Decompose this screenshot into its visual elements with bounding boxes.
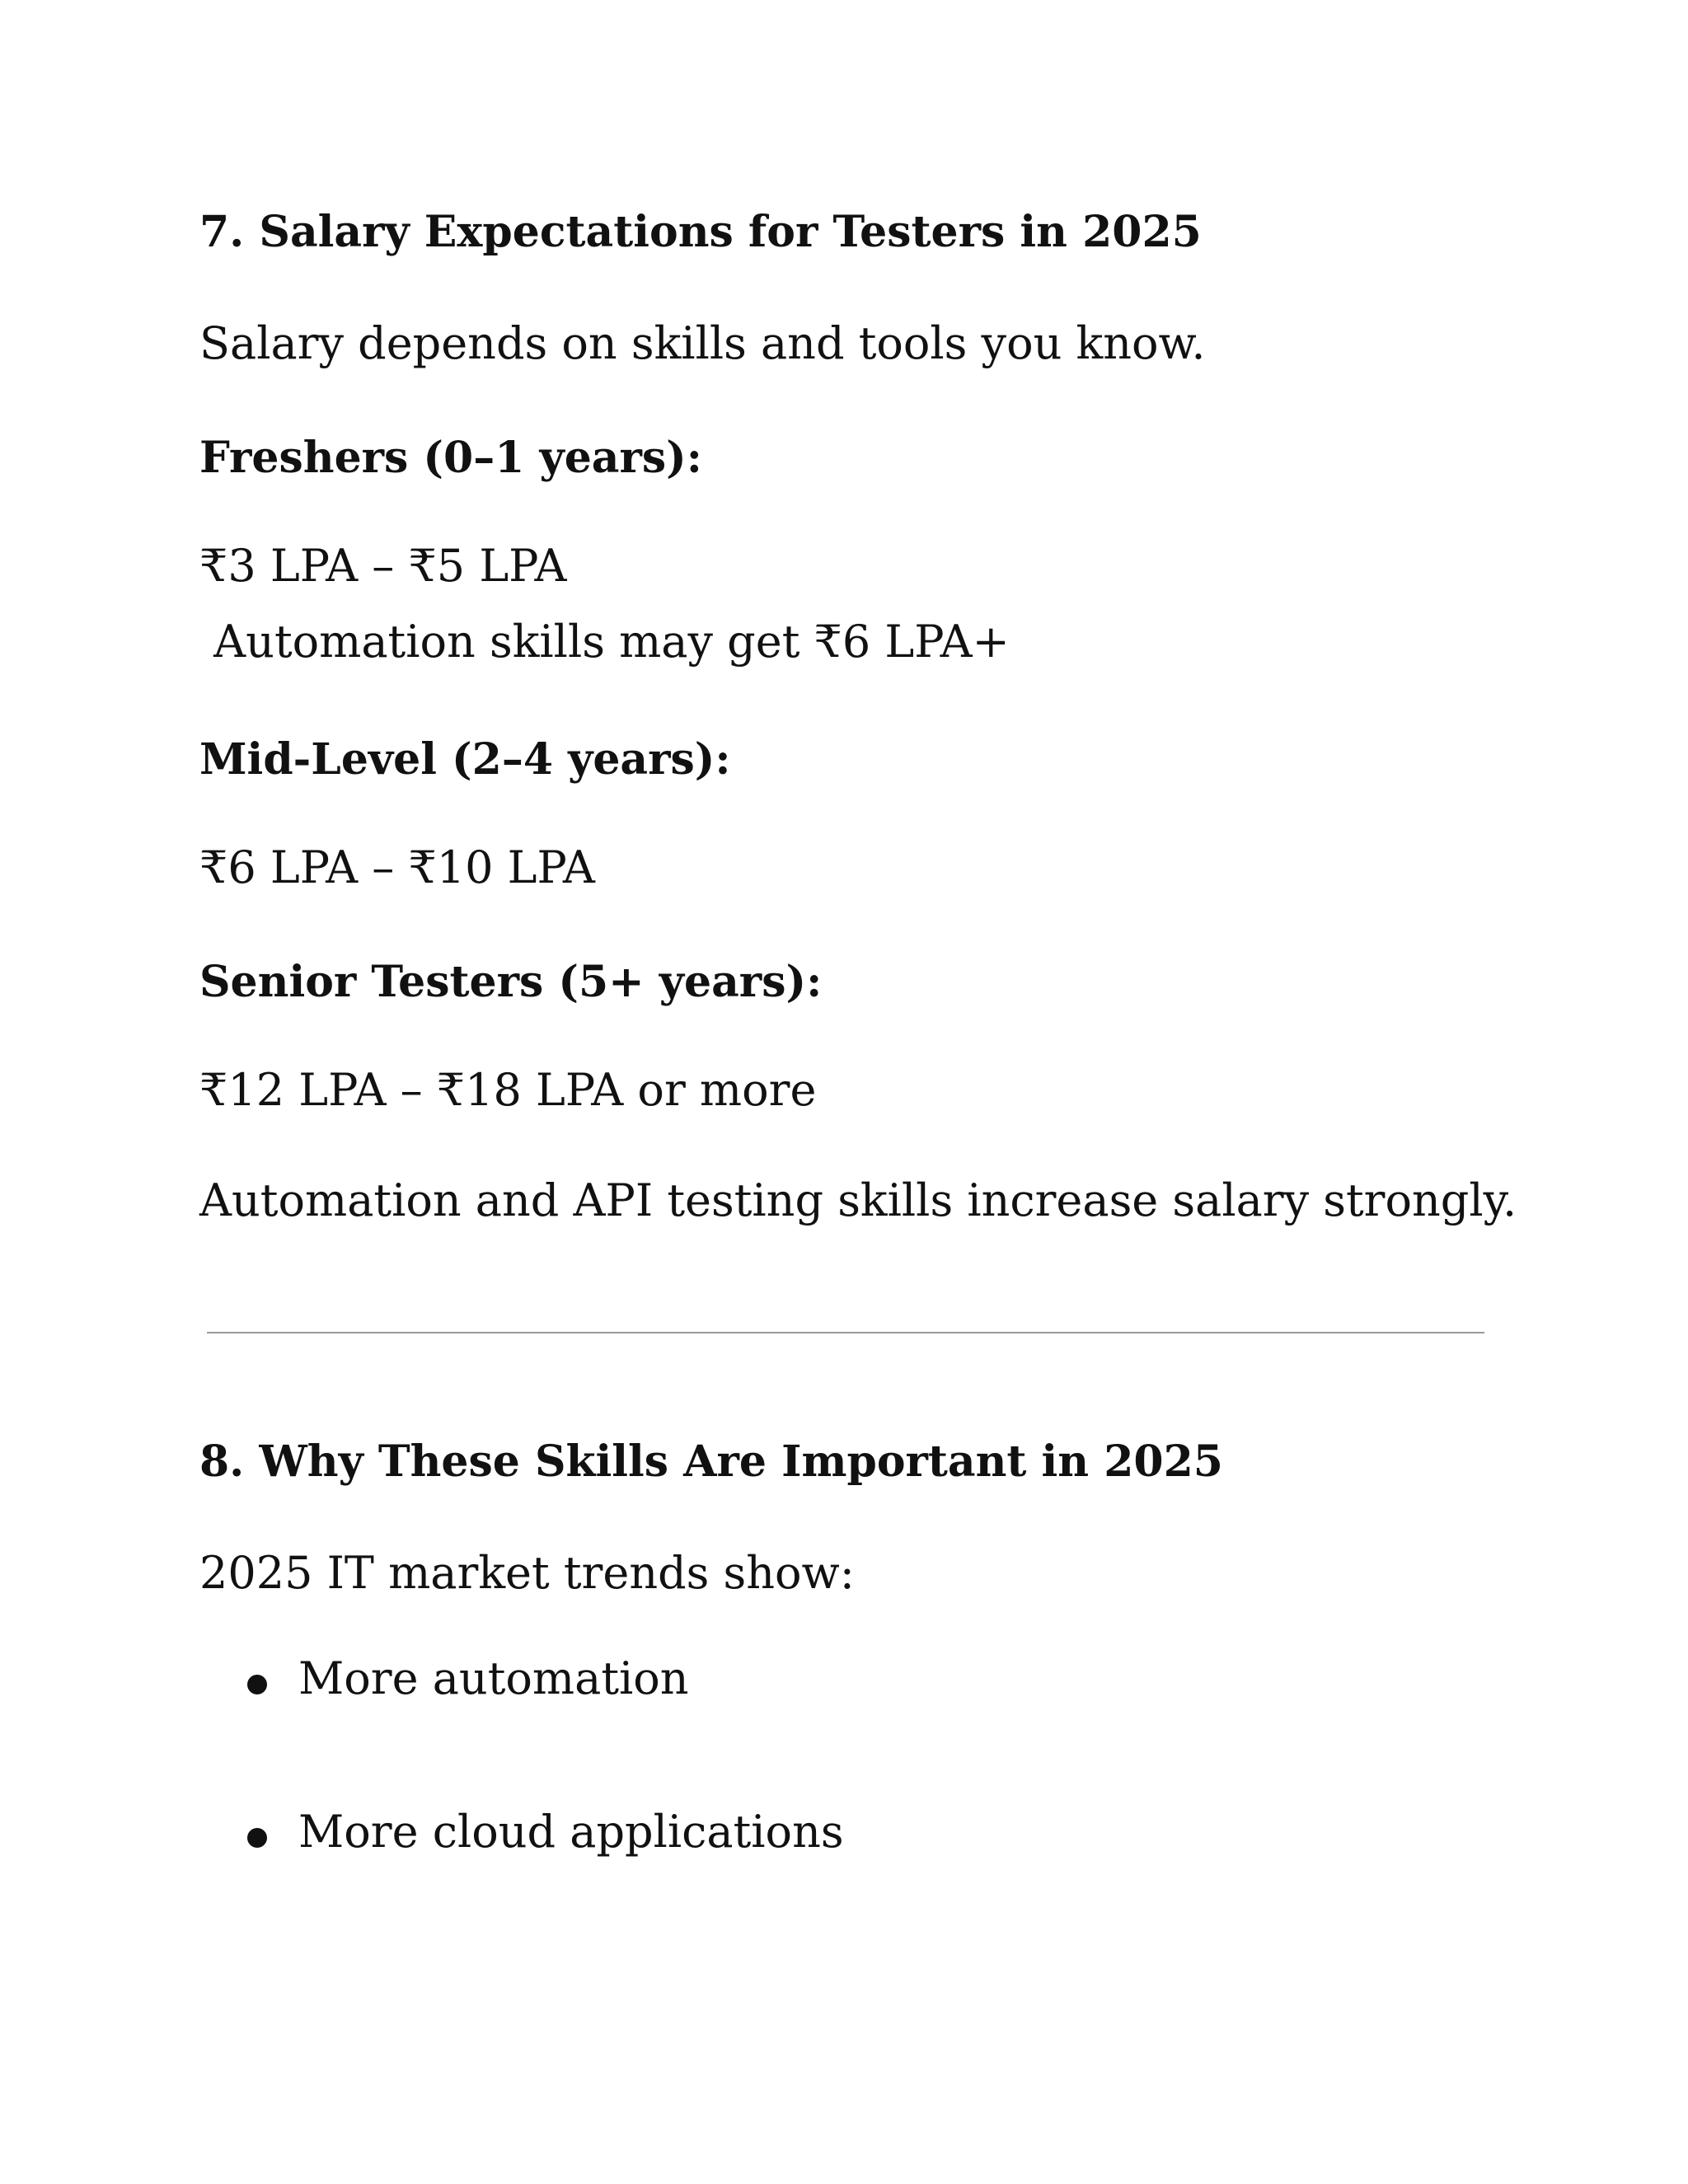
list-item-text: More automation — [298, 1652, 689, 1704]
section-7-summary: Automation and API testing skills increase salary strongly. — [199, 1174, 1517, 1226]
freshers-label: Freshers (0–1 years): — [199, 433, 702, 483]
senior-range: ₹12 LPA – ₹18 LPA or more — [199, 1064, 817, 1116]
bullet-icon — [247, 1828, 267, 1848]
section-7-heading: 7. Salary Expectations for Testers in 2025 — [199, 207, 1202, 257]
section-8-intro: 2025 IT market trends show: — [199, 1547, 855, 1599]
list-item-text: More cloud applications — [298, 1806, 844, 1858]
bullet-icon — [247, 1675, 267, 1694]
horizontal-divider — [207, 1332, 1484, 1333]
senior-label: Senior Testers (5+ years): — [199, 957, 823, 1007]
section-7-intro: Salary depends on skills and tools you know. — [199, 317, 1206, 369]
section-8-heading: 8. Why These Skills Are Important in 2025 — [199, 1436, 1223, 1487]
mid-level-range: ₹6 LPA – ₹10 LPA — [199, 841, 595, 893]
freshers-range: ₹3 LPA – ₹5 LPA — [199, 540, 567, 592]
freshers-note: Automation skills may get ₹6 LPA+ — [199, 616, 1010, 668]
mid-level-label: Mid-Level (2–4 years): — [199, 734, 731, 785]
